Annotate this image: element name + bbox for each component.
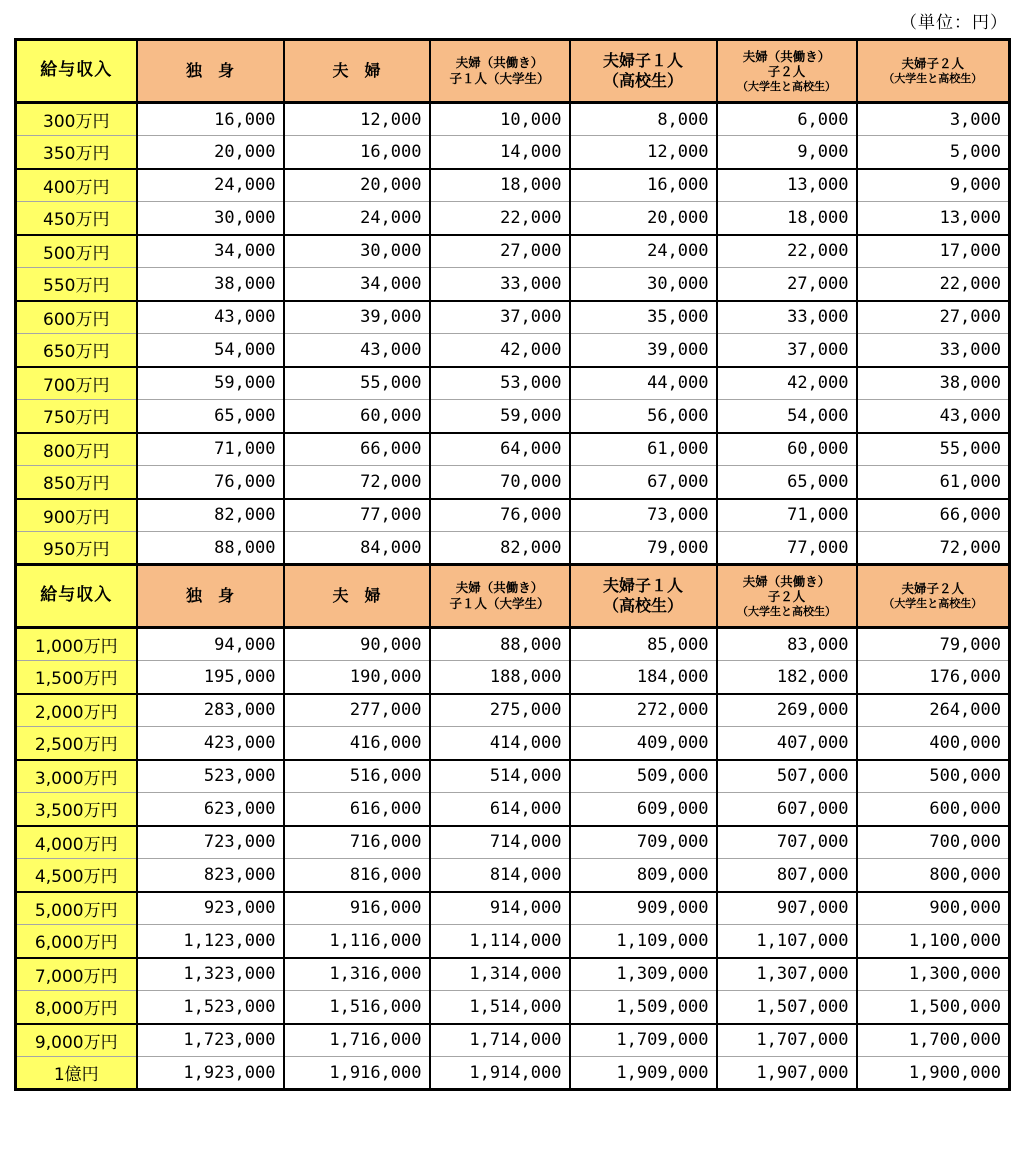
header-row (16, 40, 1010, 103)
tax-amount-cell: 277,000 (284, 694, 430, 727)
tax-amount-cell: 269,000 (717, 694, 857, 727)
table-row (16, 628, 1010, 661)
tax-amount-cell: 1,907,000 (717, 1057, 857, 1090)
tax-amount-cell: 33,000 (430, 268, 570, 301)
salary-income-cell: 4,500万円 (16, 859, 137, 892)
table-row (16, 958, 1010, 991)
tax-amount-cell: 82,000 (137, 499, 284, 532)
tax-amount-cell: 12,000 (570, 136, 717, 169)
tax-amount-cell: 272,000 (570, 694, 717, 727)
header-line: （大学生と高校生） (883, 71, 983, 85)
tax-amount-cell: 816,000 (284, 859, 430, 892)
table-row (16, 892, 1010, 925)
tax-amount-cell: 1,514,000 (430, 991, 570, 1024)
salary-income-cell: 9,000万円 (16, 1024, 137, 1057)
tax-amount-cell: 1,123,000 (137, 925, 284, 958)
header-row (16, 565, 1010, 628)
tax-amount-cell: 79,000 (570, 532, 717, 565)
header-line: （大学生と高校生） (737, 604, 836, 618)
tax-amount-cell: 71,000 (137, 433, 284, 466)
salary-income-cell: 450万円 (16, 202, 137, 235)
tax-amount-cell: 42,000 (717, 367, 857, 400)
tax-amount-cell: 44,000 (570, 367, 717, 400)
tax-amount-cell: 409,000 (570, 727, 717, 760)
tax-amount-cell: 77,000 (284, 499, 430, 532)
tax-amount-cell: 523,000 (137, 760, 284, 793)
header-family-type-4 (570, 40, 717, 103)
header-salary-income: 給与収入 (16, 565, 137, 628)
tax-amount-cell: 20,000 (570, 202, 717, 235)
salary-income-cell: 1億円 (16, 1057, 137, 1090)
tax-amount-cell: 38,000 (137, 268, 284, 301)
tax-amount-cell: 66,000 (284, 433, 430, 466)
header-line: 夫婦（共働き） (742, 573, 831, 589)
tax-amount-cell: 264,000 (857, 694, 1010, 727)
tax-amount-cell: 176,000 (857, 661, 1010, 694)
tax-amount-cell: 3,000 (857, 103, 1010, 136)
salary-income-cell: 7,000万円 (16, 958, 137, 991)
tax-amount-cell: 1,900,000 (857, 1057, 1010, 1090)
tax-amount-cell: 30,000 (284, 235, 430, 268)
table-row (16, 727, 1010, 760)
header-line: 子１人（大学生） (449, 596, 550, 611)
table-row (16, 925, 1010, 958)
table-row (16, 466, 1010, 499)
salary-income-cell: 8,000万円 (16, 991, 137, 1024)
tax-amount-cell: 34,000 (137, 235, 284, 268)
tax-amount-cell: 807,000 (717, 859, 857, 892)
tax-amount-cell: 1,323,000 (137, 958, 284, 991)
tax-amount-cell: 1,923,000 (137, 1057, 284, 1090)
table-row (16, 301, 1010, 334)
table-row (16, 532, 1010, 565)
tax-amount-cell: 723,000 (137, 826, 284, 859)
tax-amount-cell: 33,000 (717, 301, 857, 334)
tax-amount-cell: 83,000 (717, 628, 857, 661)
salary-income-cell: 500万円 (16, 235, 137, 268)
tax-amount-cell: 85,000 (570, 628, 717, 661)
salary-income-cell: 600万円 (16, 301, 137, 334)
table-row (16, 826, 1010, 859)
tax-amount-cell: 709,000 (570, 826, 717, 859)
tax-amount-cell: 18,000 (717, 202, 857, 235)
tax-amount-cell: 714,000 (430, 826, 570, 859)
tax-amount-cell: 67,000 (570, 466, 717, 499)
salary-income-cell: 950万円 (16, 532, 137, 565)
tax-amount-cell: 400,000 (857, 727, 1010, 760)
table-row (16, 136, 1010, 169)
header-line: 夫婦（共働き） (455, 580, 544, 596)
tax-amount-cell: 27,000 (430, 235, 570, 268)
tax-amount-cell: 33,000 (857, 334, 1010, 367)
tax-amount-cell: 10,000 (430, 103, 570, 136)
salary-income-cell: 650万円 (16, 334, 137, 367)
salary-income-cell: 700万円 (16, 367, 137, 400)
table-row (16, 859, 1010, 892)
tax-amount-cell: 39,000 (284, 301, 430, 334)
tax-amount-cell: 188,000 (430, 661, 570, 694)
tax-amount-cell: 914,000 (430, 892, 570, 925)
tax-amount-cell: 509,000 (570, 760, 717, 793)
header-family-type-2 (284, 40, 430, 103)
tax-amount-cell: 60,000 (284, 400, 430, 433)
header-line: 夫 婦 (332, 586, 381, 605)
salary-income-cell: 1,000万円 (16, 628, 137, 661)
tax-amount-cell: 73,000 (570, 499, 717, 532)
table-row (16, 793, 1010, 826)
salary-income-cell: 850万円 (16, 466, 137, 499)
tax-amount-cell: 614,000 (430, 793, 570, 826)
tax-amount-cell: 195,000 (137, 661, 284, 694)
tax-amount-cell: 59,000 (430, 400, 570, 433)
header-line: 子１人（大学生） (449, 71, 550, 86)
salary-income-cell: 750万円 (16, 400, 137, 433)
tax-amount-cell: 82,000 (430, 532, 570, 565)
salary-tax-table (14, 38, 1011, 1091)
header-line: （高校生） (602, 596, 683, 615)
tax-amount-cell: 37,000 (717, 334, 857, 367)
tax-amount-cell: 27,000 (857, 301, 1010, 334)
header-family-type-3 (430, 565, 570, 628)
tax-amount-cell: 38,000 (857, 367, 1010, 400)
salary-income-cell: 4,000万円 (16, 826, 137, 859)
tax-amount-cell: 1,523,000 (137, 991, 284, 1024)
header-family-type-1 (137, 40, 284, 103)
tax-amount-cell: 64,000 (430, 433, 570, 466)
tax-amount-cell: 1,100,000 (857, 925, 1010, 958)
tax-amount-cell: 182,000 (717, 661, 857, 694)
tax-amount-cell: 1,707,000 (717, 1024, 857, 1057)
unit-label: （単位：円） (900, 13, 1008, 33)
tax-amount-cell: 700,000 (857, 826, 1010, 859)
header-line: 独 身 (185, 586, 234, 605)
tax-amount-cell: 1,723,000 (137, 1024, 284, 1057)
tax-amount-cell: 1,909,000 (570, 1057, 717, 1090)
tax-amount-cell: 1,314,000 (430, 958, 570, 991)
tax-amount-cell: 79,000 (857, 628, 1010, 661)
tax-amount-cell: 16,000 (284, 136, 430, 169)
tax-amount-cell: 1,916,000 (284, 1057, 430, 1090)
tax-amount-cell: 1,316,000 (284, 958, 430, 991)
tax-amount-cell: 66,000 (857, 499, 1010, 532)
header-line: 夫婦子１人 (602, 576, 683, 595)
tax-amount-cell: 1,516,000 (284, 991, 430, 1024)
tax-amount-cell: 1,714,000 (430, 1024, 570, 1057)
tax-amount-cell: 514,000 (430, 760, 570, 793)
tax-amount-cell: 54,000 (137, 334, 284, 367)
tax-amount-cell: 1,914,000 (430, 1057, 570, 1090)
tax-amount-cell: 184,000 (570, 661, 717, 694)
tax-amount-cell: 76,000 (137, 466, 284, 499)
tax-amount-cell: 72,000 (284, 466, 430, 499)
tax-amount-cell: 907,000 (717, 892, 857, 925)
tax-amount-cell: 14,000 (430, 136, 570, 169)
tax-amount-cell: 71,000 (717, 499, 857, 532)
header-family-type-3 (430, 40, 570, 103)
header-family-type-5 (717, 40, 857, 103)
header-line: 夫婦子１人 (602, 51, 683, 70)
tax-amount-cell: 22,000 (717, 235, 857, 268)
header-line: 夫婦子２人 (901, 581, 964, 597)
tax-amount-cell: 88,000 (137, 532, 284, 565)
table-row (16, 268, 1010, 301)
header-salary-income: 給与収入 (16, 40, 137, 103)
tax-amount-cell: 500,000 (857, 760, 1010, 793)
tax-amount-cell: 22,000 (430, 202, 570, 235)
tax-amount-cell: 72,000 (857, 532, 1010, 565)
table-row (16, 661, 1010, 694)
table-row (16, 991, 1010, 1024)
tax-amount-cell: 716,000 (284, 826, 430, 859)
tax-amount-cell: 414,000 (430, 727, 570, 760)
tax-amount-cell: 1,300,000 (857, 958, 1010, 991)
tax-amount-cell: 607,000 (717, 793, 857, 826)
tax-amount-cell: 707,000 (717, 826, 857, 859)
tax-amount-cell: 507,000 (717, 760, 857, 793)
tax-amount-cell: 94,000 (137, 628, 284, 661)
tax-amount-cell: 70,000 (430, 466, 570, 499)
header-line: 夫婦（共働き） (742, 48, 831, 64)
table-row (16, 235, 1010, 268)
tax-amount-cell: 1,109,000 (570, 925, 717, 958)
salary-income-cell: 3,500万円 (16, 793, 137, 826)
tax-amount-cell: 60,000 (717, 433, 857, 466)
header-line: （大学生と高校生） (883, 596, 983, 610)
salary-income-cell: 5,000万円 (16, 892, 137, 925)
tax-amount-cell: 90,000 (284, 628, 430, 661)
salary-income-cell: 400万円 (16, 169, 137, 202)
tax-amount-cell: 809,000 (570, 859, 717, 892)
salary-income-cell: 550万円 (16, 268, 137, 301)
tax-amount-cell: 65,000 (137, 400, 284, 433)
tax-amount-cell: 1,107,000 (717, 925, 857, 958)
table-row (16, 1024, 1010, 1057)
tax-amount-cell: 1,709,000 (570, 1024, 717, 1057)
tax-amount-cell: 54,000 (717, 400, 857, 433)
tax-amount-cell: 88,000 (430, 628, 570, 661)
tax-amount-cell: 77,000 (717, 532, 857, 565)
header-family-type-5 (717, 565, 857, 628)
tax-amount-cell: 1,307,000 (717, 958, 857, 991)
tax-amount-cell: 20,000 (284, 169, 430, 202)
tax-amount-cell: 16,000 (570, 169, 717, 202)
header-family-type-2 (284, 565, 430, 628)
tax-amount-cell: 1,116,000 (284, 925, 430, 958)
salary-income-cell: 800万円 (16, 433, 137, 466)
table-row (16, 433, 1010, 466)
tax-amount-cell: 1,309,000 (570, 958, 717, 991)
tax-amount-cell: 20,000 (137, 136, 284, 169)
salary-income-cell: 350万円 (16, 136, 137, 169)
tax-amount-cell: 823,000 (137, 859, 284, 892)
header-line: （大学生と高校生） (737, 79, 836, 93)
tax-amount-cell: 17,000 (857, 235, 1010, 268)
header-family-type-4 (570, 565, 717, 628)
tax-amount-cell: 909,000 (570, 892, 717, 925)
table-row (16, 400, 1010, 433)
tax-amount-cell: 1,509,000 (570, 991, 717, 1024)
tax-amount-cell: 616,000 (284, 793, 430, 826)
salary-income-cell: 2,500万円 (16, 727, 137, 760)
header-family-type-6 (857, 40, 1010, 103)
tax-amount-cell: 22,000 (857, 268, 1010, 301)
tax-amount-cell: 65,000 (717, 466, 857, 499)
tax-amount-cell: 9,000 (857, 169, 1010, 202)
tax-amount-cell: 76,000 (430, 499, 570, 532)
tax-amount-cell: 800,000 (857, 859, 1010, 892)
table-row (16, 1057, 1010, 1090)
tax-amount-cell: 84,000 (284, 532, 430, 565)
salary-income-cell: 6,000万円 (16, 925, 137, 958)
table-row (16, 202, 1010, 235)
header-family-type-1 (137, 565, 284, 628)
tax-amount-cell: 13,000 (717, 169, 857, 202)
tax-amount-cell: 6,000 (717, 103, 857, 136)
header-line: 独 身 (185, 61, 234, 80)
tax-amount-cell: 923,000 (137, 892, 284, 925)
tax-amount-cell: 275,000 (430, 694, 570, 727)
table-row (16, 760, 1010, 793)
salary-income-cell: 900万円 (16, 499, 137, 532)
tax-amount-cell: 30,000 (137, 202, 284, 235)
tax-amount-cell: 55,000 (284, 367, 430, 400)
tax-amount-cell: 56,000 (570, 400, 717, 433)
tax-amount-cell: 1,700,000 (857, 1024, 1010, 1057)
tax-amount-cell: 43,000 (137, 301, 284, 334)
tax-amount-cell: 1,716,000 (284, 1024, 430, 1057)
tax-amount-cell: 30,000 (570, 268, 717, 301)
tax-amount-cell: 1,507,000 (717, 991, 857, 1024)
table-row (16, 694, 1010, 727)
table-row (16, 103, 1010, 136)
table-row (16, 169, 1010, 202)
tax-amount-cell: 43,000 (284, 334, 430, 367)
tax-amount-cell: 37,000 (430, 301, 570, 334)
tax-amount-cell: 42,000 (430, 334, 570, 367)
tax-amount-cell: 916,000 (284, 892, 430, 925)
tax-amount-cell: 34,000 (284, 268, 430, 301)
tax-amount-cell: 1,114,000 (430, 925, 570, 958)
tax-amount-cell: 53,000 (430, 367, 570, 400)
tax-amount-cell: 8,000 (570, 103, 717, 136)
tax-amount-cell: 24,000 (137, 169, 284, 202)
tax-amount-cell: 61,000 (857, 466, 1010, 499)
tax-amount-cell: 609,000 (570, 793, 717, 826)
tax-amount-cell: 423,000 (137, 727, 284, 760)
tax-amount-cell: 12,000 (284, 103, 430, 136)
table-row (16, 334, 1010, 367)
tax-amount-cell: 16,000 (137, 103, 284, 136)
tax-amount-cell: 27,000 (717, 268, 857, 301)
tax-amount-cell: 55,000 (857, 433, 1010, 466)
table-row (16, 499, 1010, 532)
salary-income-cell: 3,000万円 (16, 760, 137, 793)
header-family-type-6 (857, 565, 1010, 628)
tax-amount-cell: 24,000 (284, 202, 430, 235)
salary-income-cell: 1,500万円 (16, 661, 137, 694)
salary-income-cell: 300万円 (16, 103, 137, 136)
table-row (16, 367, 1010, 400)
header-line: 子２人 (767, 64, 806, 80)
tax-amount-cell: 43,000 (857, 400, 1010, 433)
tax-amount-cell: 407,000 (717, 727, 857, 760)
header-line: （高校生） (602, 71, 683, 90)
salary-income-cell: 2,000万円 (16, 694, 137, 727)
header-line: 子２人 (767, 589, 806, 605)
header-line: 夫婦（共働き） (455, 55, 544, 71)
header-line: 夫婦子２人 (901, 56, 964, 72)
tax-amount-cell: 59,000 (137, 367, 284, 400)
tax-amount-cell: 35,000 (570, 301, 717, 334)
tax-amount-cell: 814,000 (430, 859, 570, 892)
tax-amount-cell: 24,000 (570, 235, 717, 268)
tax-amount-cell: 600,000 (857, 793, 1010, 826)
tax-amount-cell: 416,000 (284, 727, 430, 760)
tax-amount-cell: 5,000 (857, 136, 1010, 169)
tax-amount-cell: 39,000 (570, 334, 717, 367)
tax-amount-cell: 1,500,000 (857, 991, 1010, 1024)
tax-amount-cell: 9,000 (717, 136, 857, 169)
tax-amount-cell: 283,000 (137, 694, 284, 727)
tax-amount-cell: 61,000 (570, 433, 717, 466)
tax-amount-cell: 13,000 (857, 202, 1010, 235)
tax-amount-cell: 516,000 (284, 760, 430, 793)
header-line: 夫 婦 (332, 61, 381, 80)
tax-amount-cell: 623,000 (137, 793, 284, 826)
tax-amount-cell: 900,000 (857, 892, 1010, 925)
tax-amount-cell: 190,000 (284, 661, 430, 694)
tax-amount-cell: 18,000 (430, 169, 570, 202)
